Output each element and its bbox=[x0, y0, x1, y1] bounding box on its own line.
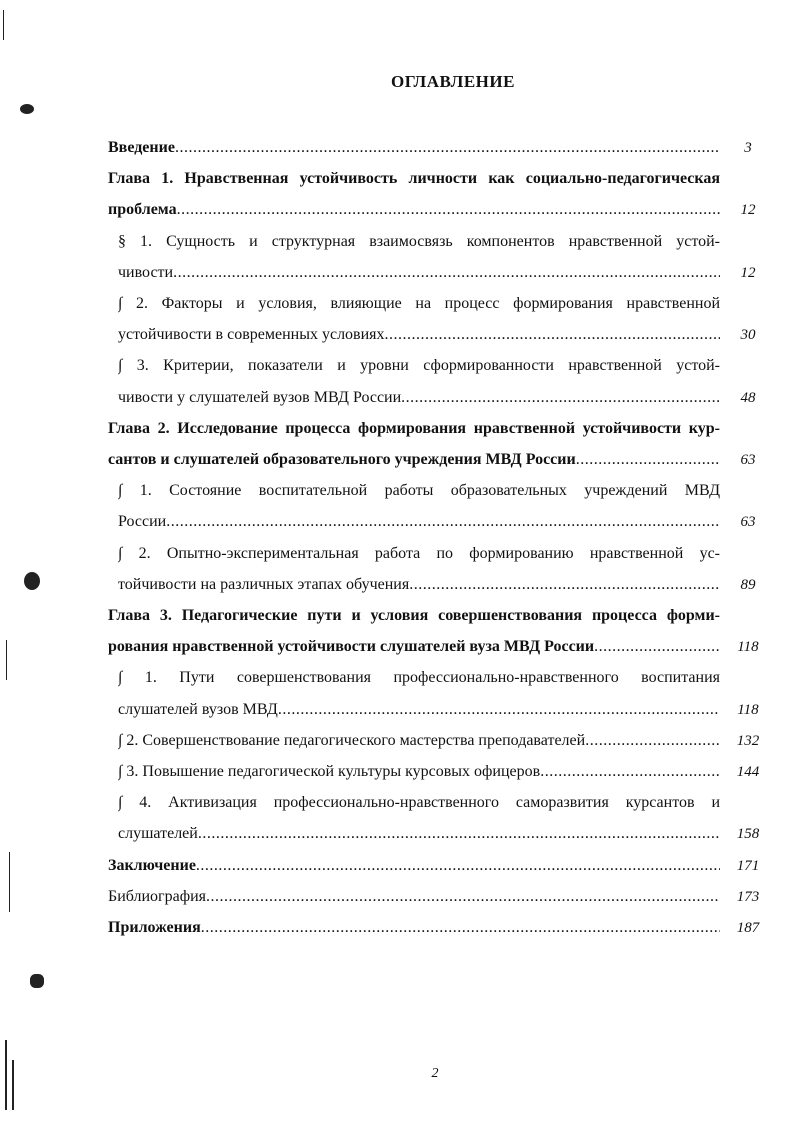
dot-leader bbox=[585, 729, 720, 753]
toc-entry-line: Глава 3. Педагогические пути и условия совершенствования процесса форми- bbox=[108, 607, 720, 624]
toc-page-number: 63 bbox=[740, 514, 756, 530]
dot-leader bbox=[576, 448, 720, 472]
toc-entry-line-last bbox=[108, 854, 720, 878]
toc-page-number: 48 bbox=[740, 390, 756, 406]
toc-entry-text: ∫ 2. Совершенствование педагогического мастерства преподавателей bbox=[118, 732, 586, 749]
toc-entry-text: слушателей bbox=[118, 825, 198, 842]
toc-entry-line: Глава 2. Исследование процесса формирования нравственной устойчивости кур- bbox=[108, 420, 720, 437]
dot-leader bbox=[173, 261, 720, 285]
toc-page-number: 144 bbox=[736, 764, 760, 780]
scan-mark bbox=[20, 104, 34, 114]
page-title: ОГЛАВЛЕНИЕ bbox=[391, 72, 515, 91]
toc-entry-line-last bbox=[108, 635, 720, 659]
toc-entry-line-last bbox=[108, 448, 720, 472]
dot-leader bbox=[175, 136, 720, 160]
toc-entry-line: ∫ 2. Факторы и условия, влияющие на процесс формирования нравственной bbox=[118, 295, 720, 312]
toc-entry-text: Библиография bbox=[108, 888, 206, 905]
toc-entry-line: ∫ 1. Состояние воспитательной работы образовательных учреждений МВД bbox=[118, 482, 720, 499]
toc-entry-text: России bbox=[118, 513, 167, 530]
toc-entry-line: § 1. Сущность и структурная взаимосвязь компонентов нравственной устой- bbox=[118, 233, 720, 250]
toc-page-number: 187 bbox=[736, 920, 760, 936]
toc-page-number: 158 bbox=[736, 826, 760, 842]
dot-leader bbox=[196, 854, 720, 878]
toc-entry-line: Глава 1. Нравственная устойчивость личности как социально-педагогическая bbox=[108, 170, 720, 187]
toc-entry-text: ∫ 3. Повышение педагогической культуры курсовых офицеров bbox=[118, 763, 541, 780]
toc-page-number: 173 bbox=[736, 889, 760, 905]
toc-entry-text: сантов и слушателей образовательного учреждения МВД России bbox=[108, 451, 576, 468]
toc-entry-line: ∫ 3. Критерии, показатели и уровни сформированности нравственной устой- bbox=[118, 357, 720, 374]
toc-entry-line-last bbox=[108, 885, 720, 909]
toc-entry-line-last bbox=[118, 698, 720, 722]
toc-entry-text: рования нравственной устойчивости слушателей вуза МВД России bbox=[108, 638, 595, 655]
toc-page-number: 3 bbox=[744, 140, 752, 156]
toc-page-number: 63 bbox=[740, 452, 756, 468]
toc-page-number: 30 bbox=[740, 327, 756, 343]
toc-entry-line-last bbox=[118, 323, 720, 347]
toc-entry-text: слушателей вузов МВД bbox=[118, 701, 278, 718]
toc-entry-line-last bbox=[118, 729, 720, 753]
toc-page-number: 171 bbox=[736, 858, 760, 874]
toc-entry-text: Заключение bbox=[108, 857, 196, 874]
scan-mark bbox=[30, 974, 44, 988]
toc-entry-line-last bbox=[118, 760, 720, 784]
dot-leader bbox=[385, 323, 720, 347]
dot-leader bbox=[166, 510, 720, 534]
toc-page-number: 12 bbox=[740, 202, 756, 218]
toc-page-number: 118 bbox=[737, 639, 759, 655]
dot-leader bbox=[198, 822, 720, 846]
toc-page-number: 12 bbox=[740, 265, 756, 281]
dot-leader bbox=[177, 198, 720, 222]
scan-mark bbox=[12, 1060, 14, 1110]
toc-entry-text: устойчивости в современных условиях bbox=[118, 326, 385, 343]
toc-entry-line-last bbox=[108, 916, 720, 940]
toc-page-number: 132 bbox=[736, 733, 760, 749]
scan-mark bbox=[24, 572, 40, 590]
toc-entry-text: чивости у слушателей вузов МВД России bbox=[118, 389, 402, 406]
scan-mark bbox=[6, 640, 7, 680]
dot-leader bbox=[409, 573, 720, 597]
toc-page-number: 118 bbox=[737, 702, 759, 718]
toc-entry-line-last bbox=[118, 386, 720, 410]
dot-leader bbox=[401, 386, 720, 410]
toc-entry-text: чивости bbox=[118, 264, 174, 281]
toc-entry-text: Введение bbox=[108, 139, 175, 156]
toc-page-number: 89 bbox=[740, 577, 756, 593]
scan-mark bbox=[9, 852, 10, 912]
toc-entry-line-last bbox=[118, 261, 720, 285]
scan-mark bbox=[5, 1040, 7, 1110]
dot-leader bbox=[201, 916, 720, 940]
toc-entry-line: ∫ 4. Активизация профессионально-нравственного саморазвития курсантов и bbox=[118, 794, 720, 811]
dot-leader bbox=[540, 760, 720, 784]
dot-leader bbox=[206, 885, 720, 909]
page-number: 2 bbox=[431, 1066, 439, 1081]
toc-entry-text: Приложения bbox=[108, 919, 201, 936]
toc-entry-text: тойчивости на различных этапах обучения bbox=[118, 576, 410, 593]
dot-leader bbox=[278, 698, 720, 722]
toc-entry-line: ∫ 1. Пути совершенствования профессионально-нравственного воспитания bbox=[118, 669, 720, 686]
toc-entry-line-last bbox=[118, 822, 720, 846]
toc-entry-line-last bbox=[118, 510, 720, 534]
toc-entry-line-last bbox=[108, 136, 720, 160]
scan-mark bbox=[3, 10, 4, 40]
dot-leader bbox=[594, 635, 720, 659]
toc-entry-text: проблема bbox=[108, 201, 177, 218]
toc-entry-line-last bbox=[108, 198, 720, 222]
toc-entry-line-last bbox=[118, 573, 720, 597]
toc-entry-line: ∫ 2. Опытно-экспериментальная работа по формированию нравственной ус- bbox=[118, 545, 720, 562]
